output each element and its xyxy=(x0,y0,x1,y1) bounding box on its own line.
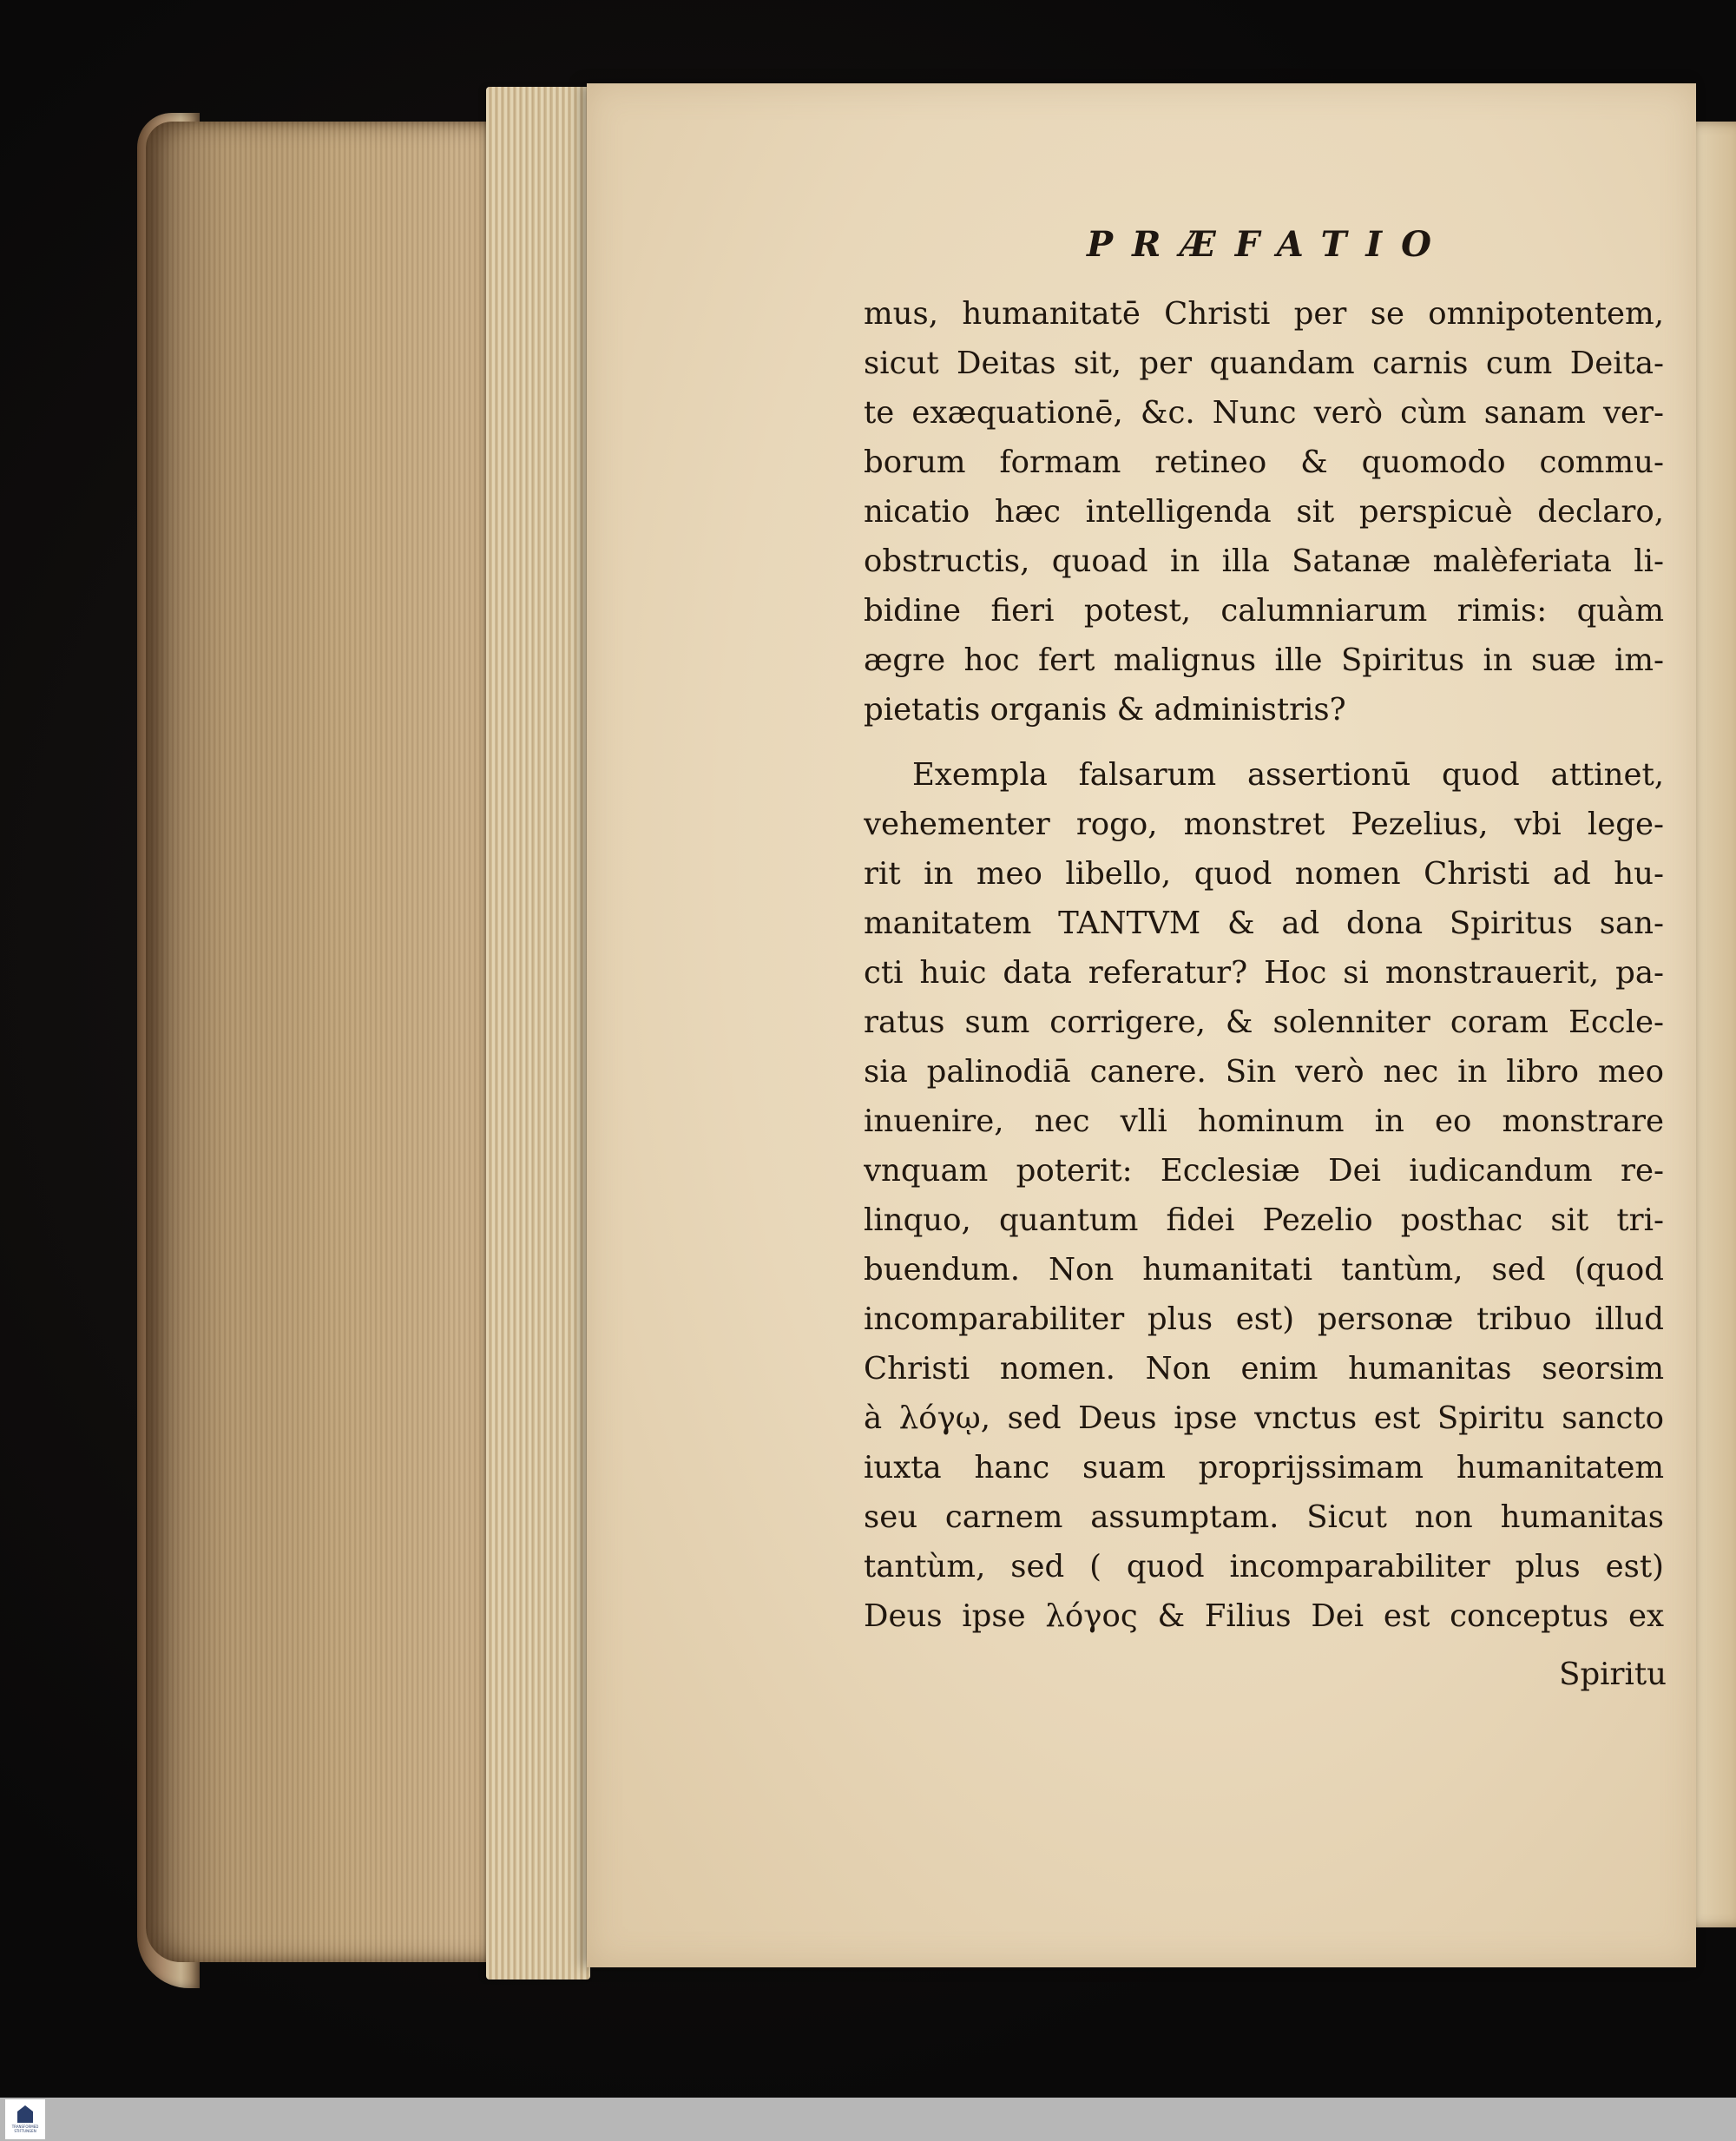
library-logo-icon[interactable] xyxy=(5,2099,45,2139)
text-line: te exæquationē, &c. Nunc verò cùm sanam ver- xyxy=(864,395,1664,431)
library-logo-text: TRANSFORMED STIFTUNGEN xyxy=(11,2125,39,2133)
running-head: PRÆFATIO xyxy=(1087,224,1450,265)
catchword: Spiritu xyxy=(1559,1657,1667,1692)
text-line: vehementer rogo, monstret Pezelius, vbi lege- xyxy=(864,807,1664,842)
text-line: ratus sum corrigere, & solenniter coram Eccle- xyxy=(864,1005,1664,1040)
text-line: iuxta hanc suam proprijssimam humanitatem xyxy=(864,1450,1664,1486)
text-line: à λόγῳ, sed Deus ipse vnctus est Spiritu sancto xyxy=(864,1400,1664,1436)
text-line: mus, humanitatē Christi per se omnipotentem, xyxy=(864,296,1664,332)
page-text-block xyxy=(864,289,1664,1641)
text-line: ægre hoc fert malignus ille Spiritus in suæ im- xyxy=(864,642,1664,678)
text-line: Exempla falsarum assertionū quod attinet, xyxy=(912,757,1664,793)
text-line: incomparabiliter plus est) personæ tribuo illud xyxy=(864,1301,1664,1337)
text-line: pietatis organis & administris? xyxy=(864,692,1346,728)
text-line: Deus ipse λόγος & Filius Dei est conceptus ex xyxy=(864,1598,1664,1634)
text-line: rit in meo libello, quod nomen Christi ad hu- xyxy=(864,856,1664,892)
text-line: obstructis, quoad in illa Satanæ malèferiata li- xyxy=(864,543,1664,579)
text-line: cti huic data referatur? Hoc si monstrauerit, pa- xyxy=(864,955,1664,991)
text-line: tantùm, sed ( quod incomparabiliter plus est) xyxy=(864,1549,1664,1584)
text-line: manitatem TANTVM & ad dona Spiritus san- xyxy=(864,906,1664,941)
viewer-footer-bar xyxy=(0,2098,1736,2141)
text-line: buendum. Non humanitati tantùm, sed (quod xyxy=(864,1252,1664,1288)
text-line: nicatio hæc intelligenda sit perspicuè declaro, xyxy=(864,494,1664,530)
text-line: Christi nomen. Non enim humanitas seorsim xyxy=(864,1351,1664,1387)
text-line: bidine fieri potest, calumniarum rimis: quàm xyxy=(864,593,1664,629)
library-building-icon xyxy=(17,2105,33,2123)
text-line: linquo, quantum fidei Pezelio posthac sit tri- xyxy=(864,1202,1664,1238)
text-line: sia palinodiā canere. Sin verò nec in libro meo xyxy=(864,1054,1664,1090)
text-line: vnquam poterit: Ecclesiæ Dei iudicandum re- xyxy=(864,1153,1664,1189)
text-line: sicut Deitas sit, per quandam carnis cum Deita- xyxy=(864,346,1664,381)
page-stack-edges xyxy=(486,87,590,1980)
text-line: seu carnem assumptam. Sicut non humanitas xyxy=(864,1499,1664,1535)
text-line: inuenire, nec vlli hominum in eo monstrare xyxy=(864,1103,1664,1139)
text-line: borum formam retineo & quomodo commu- xyxy=(864,445,1664,480)
